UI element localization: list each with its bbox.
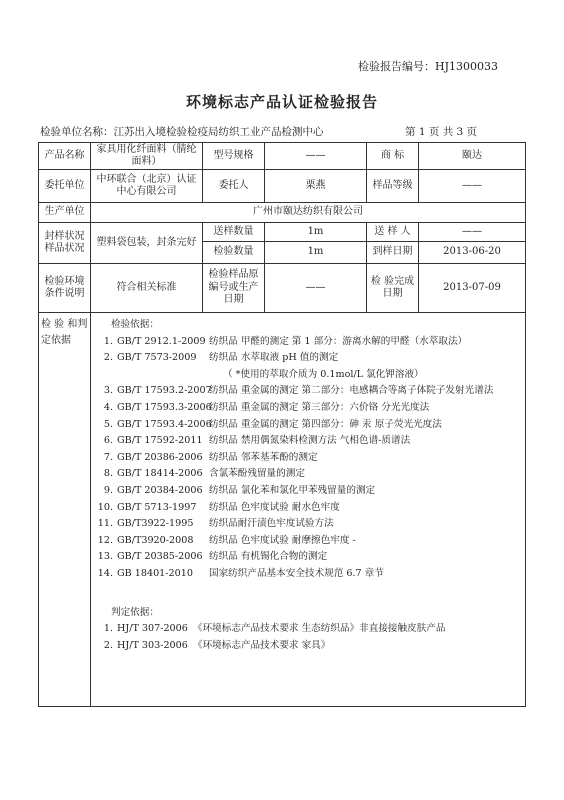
basis-label: 检 验 和判定依据 <box>39 313 91 707</box>
list-item: 12. GB/T3920-2008 纺织品 色牢度试验 耐摩擦色牢度 - <box>97 534 356 546</box>
testing-unit-name: 江苏出入境检验检疫局纺织工业产品检测中心 <box>113 126 324 138</box>
send-qty-value: 1m <box>265 223 367 242</box>
send-qty-label: 送样数量 <box>203 223 265 242</box>
seal-label: 封样状况样品状况 <box>39 223 91 264</box>
model-label: 型号规格 <box>203 143 265 170</box>
list-item: 10. GB/T 5713-1997 纺织品 色牢度试验 耐水色牢度 <box>97 501 340 513</box>
product-name-label: 产品名称 <box>39 143 91 170</box>
grade-value: —— <box>419 170 526 203</box>
list-item: 1. HJ/T 307-2006 《环境标志产品技术要求 生态纺织品》非直接接触皮肤产品 <box>103 623 446 635</box>
list-item: 11. GB/T3922-1995 纺织品耐汗渍色牢度试验方法 <box>97 518 334 530</box>
list-item: 6. GB/T 17592-2011 纺织品 禁用偶氮染料检测方法 气相色谱-质谱法 <box>103 435 411 447</box>
list-item: 3. GB/T 17593.2-2007纺织品 重金属的测定 第二部分：电感耦合等离子体院子发射光谱法 <box>103 385 494 397</box>
list-item: 5. GB/T 17593.4-2006纺织品 重金属的测定 第四部分：砷 汞 原子荧光光度法 <box>103 418 442 430</box>
testing-unit-label: 检验单位名称： <box>40 126 114 138</box>
report-number-value: HJ1300033 <box>435 60 498 73</box>
list-item: 13. GB/T 20385-2006 纺织品 有机锡化合物的测定 <box>97 551 328 563</box>
env-label: 检验环境条件说明 <box>39 264 91 313</box>
client-label: 委托人 <box>203 170 265 203</box>
arrive-date-value: 2013-06-20 <box>419 242 526 264</box>
row-producer <box>39 203 526 223</box>
sender-value: —— <box>419 223 526 242</box>
row-sample-a <box>39 223 526 242</box>
test-qty-label: 检验数量 <box>203 242 265 264</box>
sample-no-value: —— <box>265 264 367 313</box>
finish-value: 2013-07-09 <box>419 264 526 313</box>
list-item: 14. GB 18401-2010 国家纺织产品基本安全技术规范 6.7 章节 <box>97 567 384 579</box>
list-item: 1. GB/T 2912.1-2009 纺织品 甲醛的测定 第 1 部分：游离水解的甲醛（水萃取法） <box>103 335 468 347</box>
producer-value: 广州市颐达纺织有限公司 <box>91 203 526 223</box>
model-value: —— <box>265 143 367 170</box>
producer-label: 生产单位 <box>39 203 91 223</box>
list-item: 9. GB/T 20384-2006 纺织品 氯化苯和氯化甲苯残留量的测定 <box>103 484 376 496</box>
sample-no-label: 检验样品原编号或生产日期 <box>203 264 265 313</box>
row-basis <box>39 313 526 707</box>
client-unit-label: 委托单位 <box>39 170 91 203</box>
brand-value: 颐达 <box>419 143 526 170</box>
list-item: 7. GB/T 20386-2006 纺织品 邻苯基苯酚的测定 <box>103 451 318 463</box>
arrive-date-label: 到样日期 <box>367 242 419 264</box>
client-value: 栗燕 <box>265 170 367 203</box>
test-basis-list <box>97 317 521 654</box>
brand-label: 商 标 <box>367 143 419 170</box>
page-title: 环境标志产品认证检验报告 <box>185 93 378 111</box>
test-qty-value: 1m <box>265 242 367 264</box>
list-item: 4. GB/T 17593.3-2006纺织品 重金属的测定 第三部分：六价铬 分光光度法 <box>103 401 430 413</box>
report-number <box>358 58 498 74</box>
client-unit-value: 中环联合（北京）认证中心有限公司 <box>91 170 203 203</box>
page-counter: 第 1 页 共 3 页 <box>405 126 478 138</box>
list-item-note: （ *使用的萃取介质为 0.1mol/L 氯化钾溶液） <box>223 368 424 380</box>
report-table <box>38 142 526 707</box>
env-value: 符合相关标准 <box>91 264 203 313</box>
finish-label: 检 验完成日期 <box>367 264 419 313</box>
seal-value: 塑料袋包装，封条完好 <box>91 223 203 264</box>
test-basis-header: 检验依据： <box>111 319 159 330</box>
list-item: 2. HJ/T 303-2006 《环境标志产品技术要求 家具》 <box>103 639 331 651</box>
basis-content <box>91 313 526 707</box>
list-item: 8. GB/T 18414-2006 含氯苯酚残留量的测定 <box>103 468 305 480</box>
product-name-value: 家具用化纤面料（腈纶面料） <box>91 143 203 170</box>
sender-label: 送 样 人 <box>367 223 419 242</box>
testing-unit <box>40 124 324 139</box>
row-client <box>39 170 526 203</box>
row-product <box>39 143 526 170</box>
grade-label: 样品等级 <box>367 170 419 203</box>
list-item: 2. GB/T 7573-2009 纺织品 水萃取液 pH 值的测定 <box>103 352 339 364</box>
judge-basis-header: 判定依据： <box>111 606 159 618</box>
row-environment <box>39 264 526 313</box>
report-number-label: 检验报告编号： <box>358 60 435 73</box>
